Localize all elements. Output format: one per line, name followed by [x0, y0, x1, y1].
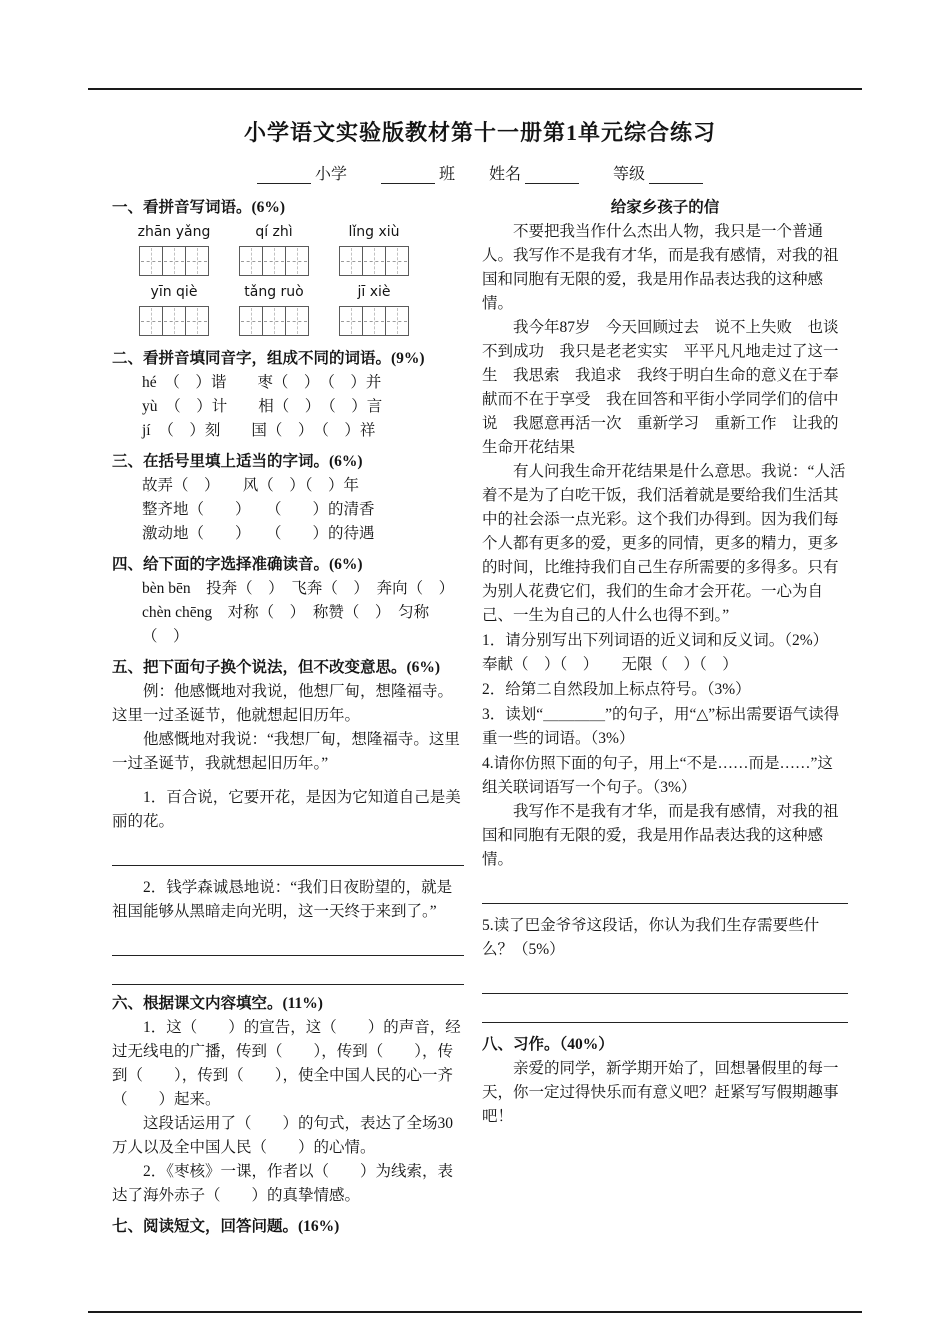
question-1: 1．请分别写出下列词语的近义词和反义词。（2%） — [482, 632, 829, 649]
pinyin-writing-grid — [134, 306, 214, 336]
exercise-row: hé （ ）谐 枣（ ） （ ）并 — [142, 374, 382, 391]
exercise-row: chèn chēng 对称（ ） 称赞（ ） 匀称（ ） — [142, 604, 430, 645]
fill-blank-item-2: 2．《枣核》一课，作者以（ ）为线索，表达了海外赤子（ ）的真挚情感。 — [112, 1163, 454, 1204]
passage-paragraph-3: 有人问我生命开花结果是什么意思。我说：“人活着不是为了白吃干饭，我们活着就是要给我们生活其中的社会添一点光彩。这个我们办得到。因为我们每个人都有更多的爱，更多的同情，更多的精力，更多的时间，比维持我们自己生存所需要的多得多。只有为别人花费它们，我们的生命才会开花。一心为自己、一生为自己的人什么也得不到。” — [482, 463, 846, 624]
section-6-fill-blanks — [112, 992, 464, 1208]
question-1-words: 奉献（ ）（ ） 无限（ ）（ ） — [482, 656, 738, 673]
header-fields — [112, 161, 848, 184]
question-4-example: 我写作不是我有才华，而是我有感情，对我的祖国和同胞有无限的爱，我是用作品表达我的这种感情。 — [482, 803, 839, 868]
example-rewrite: 他感慨地对我说：“我想厂甸，想隆福寺。这里一过圣诞节，我就想起旧历年。” — [112, 731, 460, 772]
writing-grid-row-1 — [134, 244, 464, 280]
page-title: 小学语文实验版教材第十一册第1单元综合练习 — [243, 120, 716, 145]
section-8-title: 八、习作。（40%） — [482, 1036, 614, 1053]
right-column — [482, 196, 848, 1246]
fill-blank-item-1: 1．这（ ）的宣告，这（ ）的声音，经过无线电的广播，传到（ ），传到（ ），传到（ ），传到（ ），使全中国人民的心一齐（ ）起来。 — [112, 1019, 461, 1108]
answer-blank-line — [112, 840, 464, 866]
school-label: 小学 — [314, 166, 347, 183]
page-bottom-rule — [88, 1311, 862, 1313]
question-3: 3．读划“＿＿＿＿”的句子，用“△”标出需要语气读得重一些的词语。（3%） — [482, 706, 840, 747]
exercise-row: 故弄（ ） 风（ ）（ ）年 — [142, 477, 360, 494]
section-1-title: 一、看拼音写词语。(6%) — [112, 199, 286, 216]
answer-blank-line — [112, 959, 464, 985]
grade-blank-line — [649, 169, 703, 184]
exercise-row: yù （ ）计 相（ ） （ ）言 — [142, 398, 383, 415]
writing-grid-row-2 — [134, 304, 464, 340]
worksheet-page — [112, 116, 848, 1246]
pinyin-writing-grid — [334, 246, 414, 276]
section-1-pinyin-writing — [112, 196, 464, 340]
section-3-title: 三、在括号里填上适当的字词。(6%) — [112, 453, 363, 470]
section-7-title: 七、阅读短文，回答问题。(16%) — [112, 1218, 340, 1235]
class-blank-line — [381, 169, 435, 184]
pinyin-label: yīn qiè — [150, 284, 198, 300]
section-8-prompt: 亲爱的同学，新学期开始了，回想暑假里的每一天，你一定过得快乐而有意义吧？赶紧写写假期趣事吧！ — [482, 1060, 839, 1125]
section-5-rewrite-sentences — [112, 656, 464, 985]
question-5: 5.读了巴金爷爷这段话，你认为我们生存需要些什么？（5%） — [482, 917, 820, 958]
fill-blank-item-1b: 这段话运用了（ ）的句式，表达了全场30万人以及全中国人民（ ）的心情。 — [112, 1115, 454, 1156]
exercise-row: 整齐地（ ） （ ）的清香 — [142, 501, 375, 518]
pinyin-label: tǎng ruò — [244, 284, 304, 300]
pinyin-label: zhān yǎng — [137, 224, 211, 240]
grade-label: 等级 — [613, 166, 646, 183]
exercise-sentence-1: 1．百合说，它要开花，是因为它知道自己是美丽的花。 — [112, 789, 461, 830]
exercise-sentence-2: 2．钱学森诚恳地说：“我们日夜盼望的，就是祖国能够从黑暗走向光明，这一天终于来到了。” — [112, 879, 453, 920]
example-sentence: 例：他感慨地对我说，他想厂甸，想隆福寺。这里一过圣诞节，他就想起旧历年。 — [112, 683, 454, 724]
answer-blank-line — [482, 997, 848, 1023]
answer-blank-line — [482, 878, 848, 904]
left-column — [112, 196, 464, 1246]
pinyin-writing-grid — [234, 246, 314, 276]
section-2-title: 二、看拼音填同音字，组成不同的词语。(9%) — [112, 350, 425, 367]
question-2: 2．给第二自然段加上标点符号。（3%） — [482, 681, 751, 698]
reading-passage-title: 给家乡孩子的信 — [610, 199, 720, 216]
section-6-title: 六、根据课文内容填空。(11%) — [112, 995, 323, 1012]
question-4: 4.请你仿照下面的句子，用上“不是……而是……”这组关联词语写一个句子。（3%） — [482, 755, 833, 796]
pinyin-label: qí zhì — [255, 224, 293, 240]
section-5-title: 五、把下面句子换个说法，但不改变意思。(6%) — [112, 659, 441, 676]
exercise-row: bèn bēn 投奔（ ） 飞奔（ ） 奔向（ ） — [142, 580, 455, 597]
section-4-pronunciation — [112, 553, 464, 649]
passage-paragraph-2: 我今年87岁 今天回顾过去 说不上失败 也谈不到成功 我只是老老实实 平平凡凡地走过了这一生 我思索 我追求 我终于明白生命的意义在于奉献而不在于享受 我在回答和平街小学同学们的信中说 我愿意再活一次 重新学习 重新工作 让我的生命开花结果 — [482, 319, 839, 456]
pinyin-writing-grid — [234, 306, 314, 336]
page-top-rule — [88, 88, 862, 90]
class-label: 班 — [438, 166, 455, 183]
section-4-title: 四、给下面的字选择准确读音。(6%) — [112, 556, 363, 573]
pinyin-label: lǐng xiù — [348, 224, 400, 240]
pinyin-writing-grid — [334, 306, 414, 336]
exercise-row: 激动地（ ） （ ）的待遇 — [142, 525, 375, 542]
passage-paragraph-1: 不要把我当作什么杰出人物，我只是一个普通人。我写作不是我有才华，而是我有感情，对我的祖国和同胞有无限的爱，我是用作品表达我的这种感情。 — [482, 223, 839, 312]
section-7-reading — [112, 1215, 464, 1239]
pinyin-grid-block — [112, 220, 464, 340]
name-label: 姓名 — [489, 166, 522, 183]
school-blank-line — [257, 169, 311, 184]
section-2-homophones — [112, 347, 464, 443]
pinyin-label: jī xiè — [357, 284, 391, 300]
exercise-row: jí （ ）刻 国（ ） （ ）祥 — [142, 422, 376, 439]
answer-blank-line — [112, 930, 464, 956]
pinyin-row-2 — [134, 280, 464, 304]
name-blank-line — [525, 169, 579, 184]
two-column-layout — [112, 196, 848, 1246]
answer-blank-line — [482, 968, 848, 994]
section-3-fill-words — [112, 450, 464, 546]
pinyin-row-1 — [134, 220, 464, 244]
pinyin-writing-grid — [134, 246, 214, 276]
